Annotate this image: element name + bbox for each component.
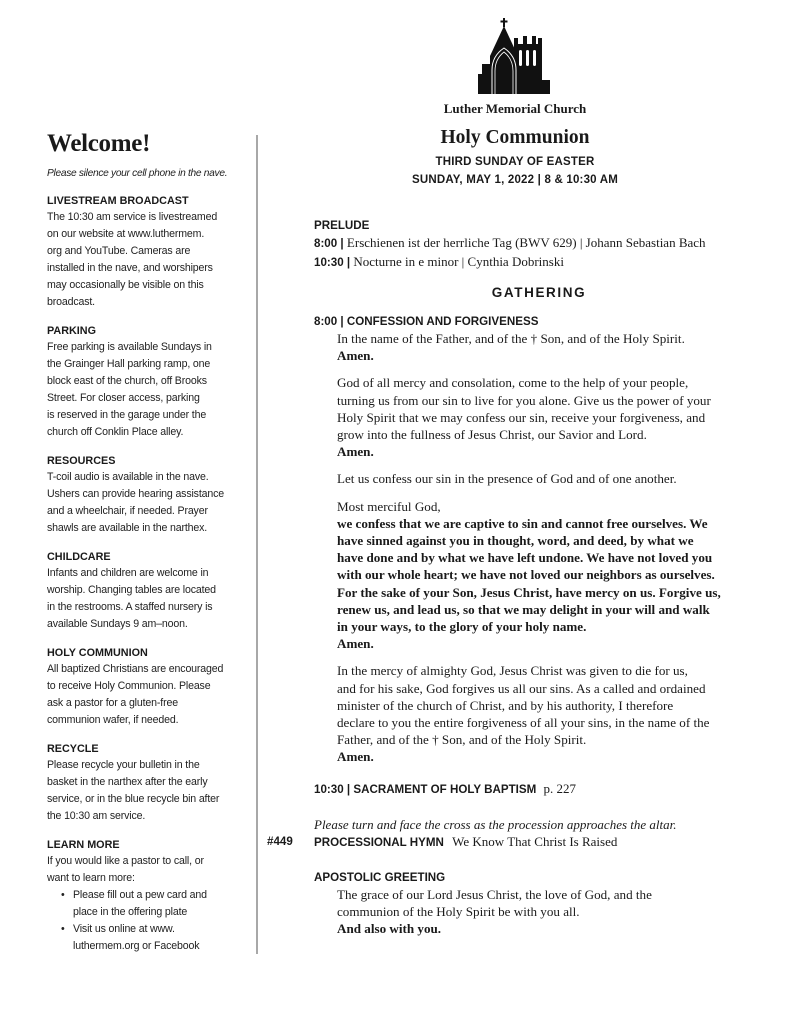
section-heading: RECYCLE: [47, 743, 99, 755]
learn-more-list: [47, 887, 252, 955]
liturgy-paragraph: [314, 886, 764, 938]
body-line: ask a pastor for a gluten-free: [47, 697, 178, 709]
congregation-line: renew us, and lead us, so that we may delight in your will and walk: [337, 601, 710, 617]
text-line: Let us confess our sin in the presence of God and of one another.: [337, 471, 677, 487]
body-line: Free parking is available Sundays in: [47, 341, 212, 353]
body-line: service, or in the blue recycle bin after: [47, 793, 220, 805]
confession-section: [314, 314, 764, 766]
page-reference: p. 227: [543, 780, 577, 796]
section-body: [47, 661, 252, 729]
section-body: [47, 853, 252, 887]
bullet-line: Please fill out a pew card and: [73, 889, 207, 901]
body-line: communion wafer, if needed.: [47, 714, 179, 726]
section-body: [47, 469, 252, 537]
sidebar-section-resources: [47, 454, 252, 537]
processional-hymn: [267, 833, 764, 852]
service-date: SUNDAY, MAY 1, 2022 | 8 & 10:30 AM: [411, 174, 619, 186]
body-line: on our website at www.luthermem.: [47, 228, 205, 240]
body-line: the 10:30 am service.: [47, 810, 146, 822]
body-line: The 10:30 am service is livestreamed: [47, 211, 218, 223]
liturgy-paragraph: [337, 662, 764, 765]
prelude-section: [314, 218, 764, 271]
sidebar-section-learn-more: [47, 838, 252, 955]
body-line: Ushers can provide hearing assistance: [47, 488, 224, 500]
body-line: org and YouTube. Cameras are: [47, 245, 191, 257]
church-name: Luther Memorial Church: [443, 101, 587, 116]
body-line: is reserved in the garage under the: [47, 409, 207, 421]
baptism-heading: 10:30 | SACRAMENT OF HOLY BAPTISM: [314, 782, 537, 796]
body-line: installed in the nave, and worshipers: [47, 262, 213, 274]
prelude-text: Erschienen ist der herrliche Tag (BWV 629) | Johann Sebastian Bach: [346, 235, 706, 250]
confession-heading: 8:00 | CONFESSION AND FORGIVENESS: [314, 315, 539, 328]
body-line: want to learn more:: [47, 872, 135, 884]
bullet-line: Visit us online at www.: [73, 923, 175, 935]
congregation-line: For the sake of your Son, Jesus Christ, have mercy on us. Forgive us,: [337, 584, 721, 600]
text-line: Father, and of the † Son, and of the Holy Spirit.: [337, 732, 587, 748]
order-of-worship: [267, 218, 764, 947]
section-heading: RESOURCES: [47, 455, 116, 467]
text-line: In the mercy of almighty God, Jesus Christ was given to die for us,: [337, 663, 688, 679]
church-building-icon: [478, 18, 550, 94]
baptism-section: [314, 780, 764, 799]
body-line: church off Conklin Place alley.: [47, 426, 184, 438]
service-subtitle: THIRD SUNDAY OF EASTER: [435, 156, 595, 168]
prelude-item: [314, 234, 764, 253]
greeting-section: [314, 870, 764, 938]
text-line: minister of the church of Christ, and by his authority, I therefore: [337, 697, 674, 713]
welcome-title: Welcome!: [47, 130, 151, 157]
welcome-sidebar: [47, 130, 252, 968]
sidebar-section-childcare: [47, 550, 252, 633]
body-line: broadcast.: [47, 296, 95, 308]
prelude-heading: PRELUDE: [314, 219, 370, 232]
body-line: If you would like a pastor to call, or: [47, 855, 204, 867]
hymn-number: #449: [267, 835, 293, 849]
prelude-time: 10:30 |: [314, 255, 351, 269]
body-line: to receive Holy Communion. Please: [47, 680, 211, 692]
body-line: and a wheelchair, if needed. Prayer: [47, 505, 208, 517]
section-body: [47, 339, 252, 441]
section-body: [47, 757, 252, 825]
text-line: In the name of the Father, and of the † Son, and of the Holy Spirit.: [337, 331, 685, 346]
liturgy-paragraph: [337, 330, 764, 364]
section-heading: LIVESTREAM BROADCAST: [47, 195, 189, 207]
welcome-note: Please silence your cell phone in the nave.: [47, 168, 228, 179]
response: Amen.: [337, 749, 374, 765]
congregation-line: with our whole heart; we have not loved our neighbors as ourselves.: [337, 567, 715, 583]
text-line: Most merciful God,: [337, 498, 441, 514]
sidebar-section-holy-communion: [47, 646, 252, 729]
sidebar-section-parking: [47, 324, 252, 441]
liturgy-paragraph: [337, 470, 764, 487]
section-heading: HOLY COMMUNION: [47, 647, 148, 659]
body-line: block east of the church, off Brooks: [47, 375, 207, 387]
prelude-time: 8:00 |: [314, 237, 344, 250]
congregation-line: have sinned against you in thought, word, and deed, by what we: [337, 533, 694, 549]
hymn-heading: PROCESSIONAL HYMN: [314, 836, 444, 850]
bullet-line: place in the offering plate: [73, 906, 188, 918]
text-line: grow into the fullness of Jesus Christ, our Savior and Lord.: [337, 427, 647, 443]
list-item: [61, 887, 252, 921]
liturgy-paragraph: [337, 374, 764, 460]
service-title: Holy Communion: [440, 127, 590, 148]
body-line: basket in the narthex after the early: [47, 776, 208, 788]
body-line: in the restrooms. A staffed nursery is: [47, 601, 213, 613]
body-line: T-coil audio is available in the nave.: [47, 471, 209, 483]
gathering-heading: GATHERING: [491, 285, 587, 300]
text-line: declare to you the entire forgiveness of all your sins, in the name of the: [337, 715, 710, 731]
body-line: shawls are available in the narthex.: [47, 522, 208, 534]
response: Amen.: [337, 636, 374, 652]
hymn-title: We Know That Christ Is Raised: [452, 834, 618, 850]
prelude-item: [314, 253, 764, 272]
sidebar-section-recycle: [47, 742, 252, 825]
response: Amen.: [337, 348, 374, 364]
liturgy-paragraph: [337, 498, 764, 653]
body-line: Infants and children are welcome in: [47, 567, 209, 579]
section-heading: LEARN MORE: [47, 839, 120, 851]
body-line: Street. For closer access, parking: [47, 392, 200, 404]
section-heading: PARKING: [47, 325, 96, 337]
procession-rubric: Please turn and face the cross as the procession approaches the altar.: [314, 817, 677, 833]
body-line: Please recycle your bulletin in the: [47, 759, 200, 771]
text-line: The grace of our Lord Jesus Christ, the love of God, and the: [337, 886, 652, 902]
response: Amen.: [337, 444, 374, 460]
bullet-line: luthermem.org or Facebook: [73, 940, 200, 952]
bullet-icon: •: [61, 889, 65, 901]
response: And also with you.: [337, 921, 442, 937]
greeting-heading: APOSTOLIC GREETING: [314, 870, 446, 884]
body-line: the Grainger Hall parking ramp, one: [47, 358, 211, 370]
text-line: communion of the Holy Spirit be with you all.: [337, 903, 580, 919]
body-line: All baptized Christians are encouraged: [47, 663, 224, 675]
body-line: may occasionally be visible on this: [47, 279, 204, 291]
section-body: [47, 565, 252, 633]
list-item: [61, 921, 252, 955]
body-line: available Sundays 9 am–noon.: [47, 618, 188, 630]
sidebar-section-livestream: [47, 194, 252, 311]
section-body: [47, 209, 252, 311]
body-line: worship. Changing tables are located: [47, 584, 216, 596]
congregation-line: have done and by what we have left undone. We have not loved you: [337, 550, 713, 566]
text-line: turning us from our sin to live for you alone. Give us the power of your: [337, 392, 711, 408]
text-line: and for his sake, God forgives us all our sins. As a called and ordained: [337, 680, 706, 696]
prelude-text: Nocturne in e minor | Cynthia Dobrinski: [353, 253, 564, 269]
congregation-line: in your ways, to the glory of your holy name.: [337, 619, 587, 635]
column-divider: [256, 135, 258, 954]
text-line: God of all mercy and consolation, come to the help of your people,: [337, 375, 689, 391]
text-line: Holy Spirit that we may confess our sin, receive your forgiveness, and: [337, 409, 706, 425]
congregation-line: we confess that we are captive to sin and cannot free ourselves. We: [337, 515, 708, 531]
bullet-icon: •: [61, 923, 65, 935]
section-heading: CHILDCARE: [47, 551, 111, 563]
